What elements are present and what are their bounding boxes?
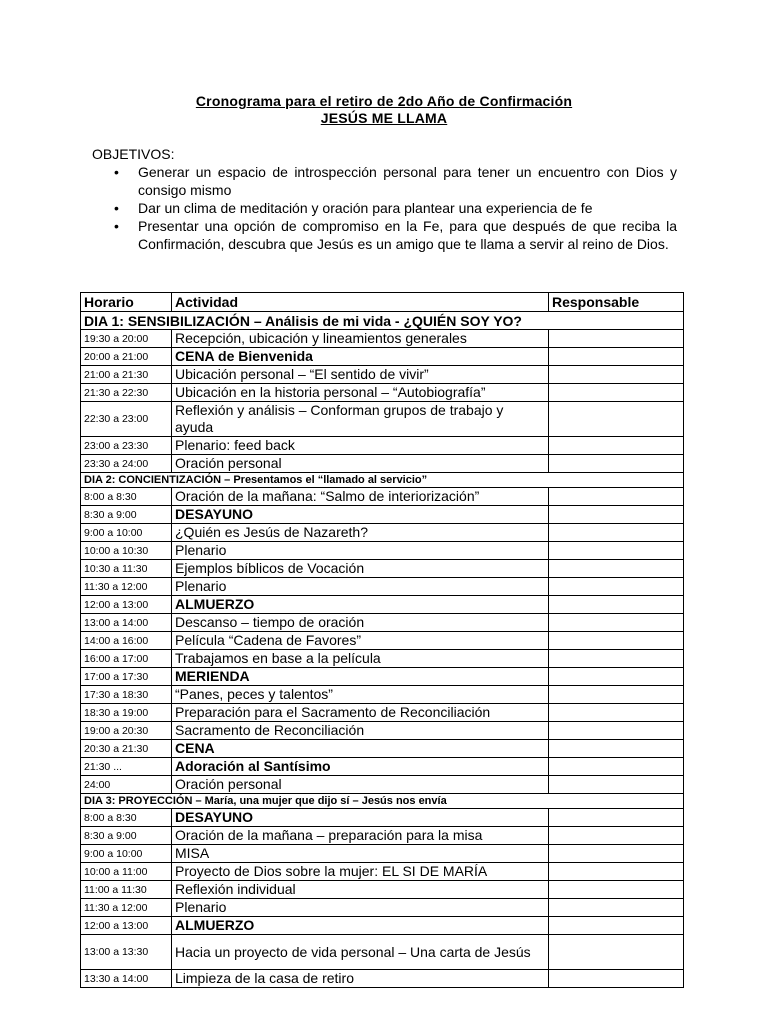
table-row: [81, 668, 684, 686]
day-section-row: [81, 473, 684, 488]
table-row: [81, 348, 684, 366]
table-row: [81, 650, 684, 668]
document-title: Cronograma para el retiro de 2do Año de Confirmación: [195, 93, 573, 109]
time-cell: 8:30 a 9:00: [81, 506, 172, 524]
responsable-cell: [549, 596, 684, 614]
activity-cell: Oración de la mañana: “Salmo de interiorización”: [172, 488, 549, 506]
activity-cell: Limpieza de la casa de retiro: [172, 970, 549, 988]
activity-cell: Trabajamos en base a la película: [172, 650, 549, 668]
time-cell: 20:30 a 21:30: [81, 740, 172, 758]
table-row: [81, 560, 684, 578]
time-cell: 17:30 a 18:30: [81, 686, 172, 704]
time-cell: 23:00 a 23:30: [81, 437, 172, 455]
table-row: [81, 542, 684, 560]
table-row: [81, 863, 684, 881]
time-cell: 12:00 a 13:00: [81, 596, 172, 614]
activity-cell: Plenario: [172, 578, 549, 596]
time-cell: 21:30 a 22:30: [81, 384, 172, 402]
activity-cell: Oración de la mañana – preparación para la misa: [172, 827, 549, 845]
table-row: [81, 935, 684, 970]
time-cell: 19:30 a 20:00: [81, 330, 172, 348]
responsable-cell: [549, 560, 684, 578]
activity-cell: ALMUERZO: [172, 917, 549, 935]
objectives-heading: OBJETIVOS:: [92, 146, 175, 162]
responsable-cell: [549, 366, 684, 384]
responsable-cell: [549, 524, 684, 542]
objective-text: Presentar una opción de compromiso en la Fe, para que después de que reciba la Confirmación, descubra que Jesús es un amigo que te llama a servir al reino de Dios.: [138, 218, 677, 252]
table-row: [81, 917, 684, 935]
table-header-row: [81, 293, 684, 312]
time-cell: 17:00 a 17:30: [81, 668, 172, 686]
activity-cell: Película “Cadena de Favores”: [172, 632, 549, 650]
responsable-cell: [549, 348, 684, 366]
objective-item: [112, 163, 677, 199]
responsable-cell: [549, 330, 684, 348]
responsable-cell: [549, 455, 684, 473]
activity-cell: Hacia un proyecto de vida personal – Una carta de Jesús: [172, 935, 549, 970]
responsable-cell: [549, 578, 684, 596]
table-row: [81, 704, 684, 722]
responsable-cell: [549, 970, 684, 988]
activity-cell: Reflexión y análisis – Conforman grupos de trabajo y ayuda: [172, 402, 549, 437]
responsable-cell: [549, 740, 684, 758]
activity-cell: CENA: [172, 740, 549, 758]
table-row: [81, 686, 684, 704]
responsable-cell: [549, 722, 684, 740]
time-cell: 16:00 a 17:00: [81, 650, 172, 668]
time-cell: 11:30 a 12:00: [81, 899, 172, 917]
activity-cell: Descanso – tiempo de oración: [172, 614, 549, 632]
document-subtitle: JESÚS ME LLAMA: [320, 110, 448, 126]
day-section-title: DIA 3: PROYECCIÓN – María, una mujer que dijo sí – Jesús nos envía: [81, 794, 684, 809]
responsable-cell: [549, 506, 684, 524]
time-cell: 9:00 a 10:00: [81, 524, 172, 542]
table-row: [81, 455, 684, 473]
table-row: [81, 614, 684, 632]
table-row: [81, 402, 684, 437]
responsable-cell: [549, 935, 684, 970]
time-cell: 21:30 ...: [81, 758, 172, 776]
responsable-cell: [549, 542, 684, 560]
activity-cell: Plenario: [172, 542, 549, 560]
responsable-cell: [549, 668, 684, 686]
table-row: [81, 845, 684, 863]
time-cell: 8:30 a 9:00: [81, 827, 172, 845]
table-row: [81, 899, 684, 917]
bullet-icon: •: [114, 200, 119, 216]
activity-cell: Ubicación personal – “El sentido de vivir”: [172, 366, 549, 384]
table-row: [81, 524, 684, 542]
day-section-title: DIA 2: CONCIENTIZACIÓN – Presentamos el “llamado al servicio”: [81, 473, 684, 488]
responsable-cell: [549, 917, 684, 935]
responsable-cell: [549, 650, 684, 668]
activity-cell: Plenario: [172, 899, 549, 917]
activity-cell: Preparación para el Sacramento de Reconciliación: [172, 704, 549, 722]
table-row: [81, 881, 684, 899]
activity-cell: MISA: [172, 845, 549, 863]
bullet-icon: •: [114, 218, 119, 234]
activity-cell: Proyecto de Dios sobre la mujer: EL SI DE MARÍA: [172, 863, 549, 881]
table-row: [81, 488, 684, 506]
responsable-cell: [549, 809, 684, 827]
header-horario: Horario: [81, 293, 172, 312]
activity-cell: ¿Quién es Jesús de Nazareth?: [172, 524, 549, 542]
activity-cell: Recepción, ubicación y lineamientos generales: [172, 330, 549, 348]
table-row: [81, 384, 684, 402]
table-row: [81, 827, 684, 845]
header-responsable: Responsable: [549, 293, 684, 312]
table-row: [81, 437, 684, 455]
activity-cell: Oración personal: [172, 455, 549, 473]
table-row: [81, 330, 684, 348]
time-cell: 13:00 a 14:00: [81, 614, 172, 632]
activity-cell: Oración personal: [172, 776, 549, 794]
responsable-cell: [549, 758, 684, 776]
time-cell: 14:00 a 16:00: [81, 632, 172, 650]
activity-cell: Plenario: feed back: [172, 437, 549, 455]
table-row: [81, 578, 684, 596]
responsable-cell: [549, 881, 684, 899]
table-row: [81, 722, 684, 740]
activity-cell: Adoración al Santísimo: [172, 758, 549, 776]
activity-cell: MERIENDA: [172, 668, 549, 686]
time-cell: 13:00 a 13:30: [81, 935, 172, 970]
time-cell: 24:00: [81, 776, 172, 794]
objective-item: [112, 217, 677, 253]
activity-cell: Sacramento de Reconciliación: [172, 722, 549, 740]
activity-cell: CENA de Bienvenida: [172, 348, 549, 366]
activity-cell: Ubicación en la historia personal – “Autobiografía”: [172, 384, 549, 402]
schedule-table: [80, 292, 684, 988]
objective-text: Generar un espacio de introspección personal para tener un encuentro con Dios y consigo mismo: [138, 164, 677, 198]
activity-cell: Ejemplos bíblicos de Vocación: [172, 560, 549, 578]
responsable-cell: [549, 437, 684, 455]
day-section-row: [81, 312, 684, 330]
responsable-cell: [549, 488, 684, 506]
responsable-cell: [549, 845, 684, 863]
objectives-list: [112, 163, 677, 253]
responsable-cell: [549, 632, 684, 650]
activity-cell: DESAYUNO: [172, 809, 549, 827]
activity-cell: Reflexión individual: [172, 881, 549, 899]
schedule-body: [81, 312, 684, 988]
responsable-cell: [549, 776, 684, 794]
table-row: [81, 596, 684, 614]
activity-cell: ALMUERZO: [172, 596, 549, 614]
responsable-cell: [549, 827, 684, 845]
header-actividad: Actividad: [172, 293, 549, 312]
time-cell: 8:00 a 8:30: [81, 488, 172, 506]
activity-cell: “Panes, peces y talentos”: [172, 686, 549, 704]
table-row: [81, 776, 684, 794]
responsable-cell: [549, 686, 684, 704]
time-cell: 19:00 a 20:30: [81, 722, 172, 740]
time-cell: 11:00 a 11:30: [81, 881, 172, 899]
time-cell: 21:00 a 21:30: [81, 366, 172, 384]
objective-item: [112, 199, 677, 217]
responsable-cell: [549, 614, 684, 632]
table-row: [81, 970, 684, 988]
responsable-cell: [549, 863, 684, 881]
table-row: [81, 740, 684, 758]
day-section-title: DIA 1: SENSIBILIZACIÓN – Análisis de mi vida - ¿QUIÉN SOY YO?: [81, 312, 684, 330]
time-cell: 18:30 a 19:00: [81, 704, 172, 722]
time-cell: 10:00 a 11:00: [81, 863, 172, 881]
responsable-cell: [549, 899, 684, 917]
time-cell: 8:00 a 8:30: [81, 809, 172, 827]
objective-text: Dar un clima de meditación y oración para plantear una experiencia de fe: [138, 200, 593, 216]
time-cell: 10:30 a 11:30: [81, 560, 172, 578]
table-row: [81, 758, 684, 776]
day-section-row: [81, 794, 684, 809]
table-row: [81, 506, 684, 524]
table-row: [81, 809, 684, 827]
time-cell: 11:30 a 12:00: [81, 578, 172, 596]
responsable-cell: [549, 704, 684, 722]
responsable-cell: [549, 402, 684, 437]
time-cell: 22:30 a 23:00: [81, 402, 172, 437]
responsable-cell: [549, 384, 684, 402]
time-cell: 12:00 a 13:00: [81, 917, 172, 935]
time-cell: 23:30 a 24:00: [81, 455, 172, 473]
time-cell: 20:00 a 21:00: [81, 348, 172, 366]
bullet-icon: •: [114, 164, 119, 180]
time-cell: 13:30 a 14:00: [81, 970, 172, 988]
time-cell: 9:00 a 10:00: [81, 845, 172, 863]
table-row: [81, 632, 684, 650]
table-row: [81, 366, 684, 384]
time-cell: 10:00 a 10:30: [81, 542, 172, 560]
activity-cell: DESAYUNO: [172, 506, 549, 524]
